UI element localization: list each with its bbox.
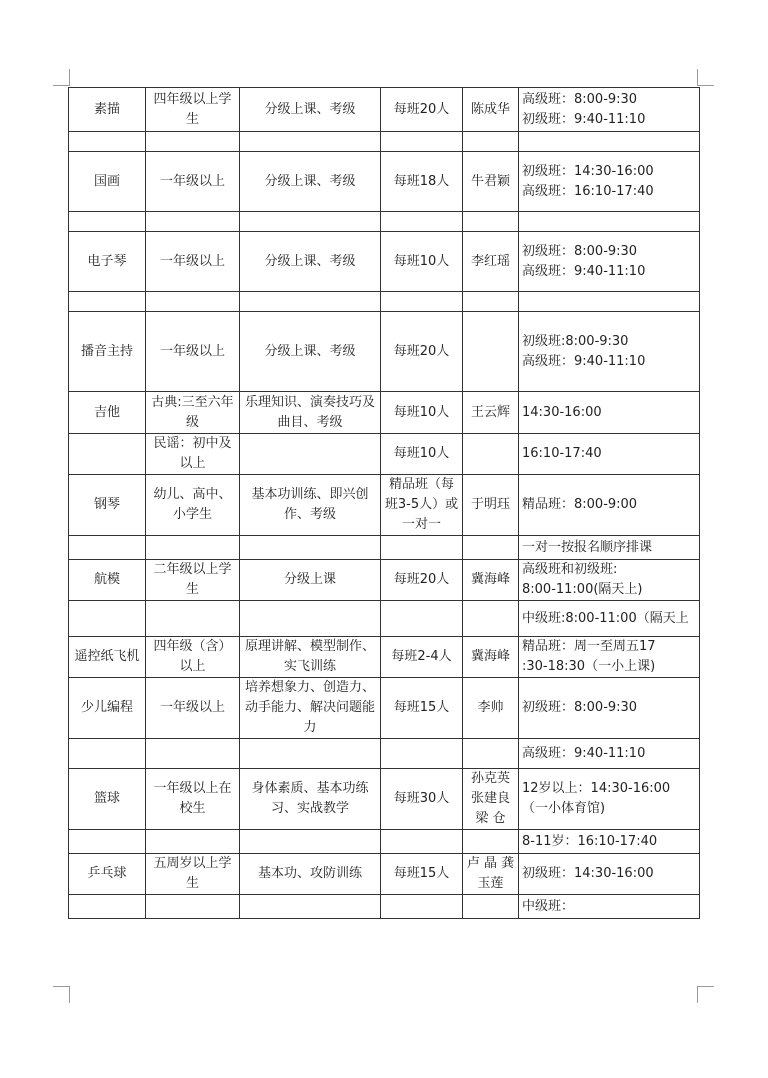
- schedule-cell: [519, 739, 700, 769]
- grade-cell: [146, 601, 240, 637]
- schedule-line: 12岁以上：14:30-16:00: [522, 781, 671, 796]
- content-cell: [240, 536, 381, 560]
- content-cell: [240, 132, 381, 152]
- teacher-cell: [463, 601, 519, 637]
- schedule-line: 一对一按报名顺序排课: [522, 539, 653, 555]
- content-cell: 培养想象力、创造力、动手能力、解决问题能力: [240, 678, 381, 739]
- schedule-cell: [519, 152, 700, 212]
- teacher-cell: 牛君颖: [463, 152, 519, 212]
- content-cell: [240, 895, 381, 919]
- course-name-cell: 播音主持: [69, 312, 146, 392]
- teacher-cell: [463, 536, 519, 560]
- grade-cell: [146, 536, 240, 560]
- grade-cell: 一年级以上: [146, 232, 240, 292]
- class-size-cell: [381, 212, 463, 232]
- schedule-cell: [519, 769, 700, 830]
- class-size-cell: 每班10人: [381, 434, 463, 475]
- course-name-cell: 钢琴: [69, 475, 146, 536]
- schedule-cell: [519, 475, 700, 536]
- table-row: [69, 895, 700, 919]
- class-size-cell: 每班30人: [381, 769, 463, 830]
- crop-mark-bottom-left: [53, 986, 70, 1003]
- grade-cell: [146, 292, 240, 312]
- content-cell: 基本功训练、即兴创作、考级: [240, 475, 381, 536]
- schedule-line: 8-11岁：16:10-17:40: [522, 833, 658, 849]
- schedule-cell: [519, 212, 700, 232]
- schedule-line: 高级班：9:40-11:10: [522, 745, 646, 761]
- table-row: [69, 132, 700, 152]
- teacher-cell: 李帅: [463, 678, 519, 739]
- class-size-cell: 每班15人: [381, 678, 463, 739]
- course-name-cell: [69, 739, 146, 769]
- class-size-cell: [381, 132, 463, 152]
- schedule-cell: [519, 88, 700, 132]
- table-row: [69, 312, 700, 392]
- schedule-line: 14:30-16:00: [522, 404, 602, 420]
- content-cell: [240, 830, 381, 854]
- table-row: [69, 678, 700, 739]
- table-row: [69, 88, 700, 132]
- teacher-cell: 冀海峰: [463, 637, 519, 678]
- course-name-cell: [69, 601, 146, 637]
- grade-cell: [146, 212, 240, 232]
- schedule-cell: [519, 830, 700, 854]
- teacher-cell: [463, 312, 519, 392]
- class-size-cell: [381, 601, 463, 637]
- course-name-cell: 素描: [69, 88, 146, 132]
- schedule-line: 初级班：14:30-16:00: [522, 866, 654, 881]
- course-name-cell: 吉他: [69, 392, 146, 434]
- schedule-cell: [519, 292, 700, 312]
- content-cell: 原理讲解、模型制作、实飞训练: [240, 637, 381, 678]
- schedule-line: 初级班：9:40-11:10: [522, 111, 646, 127]
- teacher-cell: 王云辉: [463, 392, 519, 434]
- crop-mark-top-right: [697, 69, 714, 86]
- teacher-cell: 于明珏: [463, 475, 519, 536]
- course-name-cell: 少儿编程: [69, 678, 146, 739]
- table-row: [69, 854, 700, 895]
- content-cell: 分级上课、考级: [240, 88, 381, 132]
- schedule-line: 高级班：16:10-17:40: [522, 183, 654, 199]
- schedule-line: :30-18:30（一小上课): [522, 659, 656, 674]
- schedule-line: 高级班和初级班:: [522, 562, 618, 577]
- content-cell: 基本功、攻防训练: [240, 854, 381, 895]
- grade-cell: [146, 830, 240, 854]
- grade-cell: 一年级以上: [146, 152, 240, 212]
- schedule-line: （一小体育馆): [522, 801, 606, 816]
- course-name-cell: 国画: [69, 152, 146, 212]
- course-name-cell: [69, 830, 146, 854]
- teacher-cell: [463, 434, 519, 475]
- class-size-cell: [381, 830, 463, 854]
- class-size-cell: 每班18人: [381, 152, 463, 212]
- course-schedule-table: [68, 87, 700, 919]
- course-name-cell: 乒乓球: [69, 854, 146, 895]
- table-row: [69, 152, 700, 212]
- teacher-cell: [463, 739, 519, 769]
- class-size-cell: [381, 536, 463, 560]
- schedule-cell: [519, 678, 700, 739]
- schedule-line: 初级班：8:00-9:30: [522, 243, 638, 259]
- schedule-cell: [519, 637, 700, 678]
- grade-cell: 幼儿、高中、小学生: [146, 475, 240, 536]
- teacher-cell: 李红瑶: [463, 232, 519, 292]
- class-size-cell: 每班15人: [381, 854, 463, 895]
- schedule-cell: [519, 434, 700, 475]
- teacher-cell: 卢 晶 龚玉莲: [463, 854, 519, 895]
- course-name-cell: [69, 132, 146, 152]
- grade-cell: [146, 132, 240, 152]
- table-row: [69, 434, 700, 475]
- schedule-line: 初级班:8:00-9:30: [522, 333, 629, 349]
- content-cell: [240, 434, 381, 475]
- course-name-cell: 篮球: [69, 769, 146, 830]
- grade-cell: 一年级以上: [146, 678, 240, 739]
- schedule-line: 中级班:8:00-11:00（隔天上: [522, 610, 689, 626]
- grade-cell: [146, 739, 240, 769]
- grade-cell: 古典:三至六年级: [146, 392, 240, 434]
- class-size-cell: 每班20人: [381, 312, 463, 392]
- teacher-cell: [463, 292, 519, 312]
- course-name-cell: [69, 895, 146, 919]
- content-cell: 分级上课: [240, 560, 381, 601]
- content-cell: [240, 739, 381, 769]
- class-size-cell: 精品班（每班3-5人）或一对一: [381, 475, 463, 536]
- table-row: [69, 637, 700, 678]
- schedule-line: 初级班：8:00-9:30: [522, 700, 638, 715]
- class-size-cell: 每班10人: [381, 232, 463, 292]
- crop-mark-top-left: [53, 69, 70, 86]
- course-name-cell: 遥控纸飞机: [69, 637, 146, 678]
- content-cell: [240, 601, 381, 637]
- grade-cell: 二年级以上学生: [146, 560, 240, 601]
- schedule-line: 中级班：: [522, 898, 575, 914]
- schedule-cell: [519, 601, 700, 637]
- grade-cell: 五周岁以上学生: [146, 854, 240, 895]
- content-cell: 乐理知识、演奏技巧及曲目、考级: [240, 392, 381, 434]
- course-name-cell: [69, 292, 146, 312]
- schedule-line: 精品班：8:00-9:00: [522, 497, 638, 512]
- crop-mark-bottom-right: [697, 986, 714, 1003]
- schedule-cell: [519, 132, 700, 152]
- table-row: [69, 392, 700, 434]
- content-cell: 分级上课、考级: [240, 152, 381, 212]
- table-row: [69, 769, 700, 830]
- course-name-cell: [69, 536, 146, 560]
- schedule-cell: [519, 560, 700, 601]
- table-row: [69, 475, 700, 536]
- content-cell: [240, 292, 381, 312]
- teacher-cell: 陈成华: [463, 88, 519, 132]
- schedule-cell: [519, 232, 700, 292]
- schedule-line: 16:10-17:40: [522, 446, 602, 461]
- schedule-line: 高级班：8:00-9:30: [522, 91, 638, 107]
- course-name-cell: 航模: [69, 560, 146, 601]
- class-size-cell: [381, 292, 463, 312]
- grade-cell: 四年级以上学生: [146, 88, 240, 132]
- course-name-cell: 电子琴: [69, 232, 146, 292]
- course-name-cell: [69, 434, 146, 475]
- schedule-cell: [519, 312, 700, 392]
- table-row: [69, 830, 700, 854]
- table-row: [69, 232, 700, 292]
- content-cell: 身体素质、基本功练习、实战教学: [240, 769, 381, 830]
- class-size-cell: [381, 739, 463, 769]
- class-size-cell: 每班2-4人: [381, 637, 463, 678]
- grade-cell: [146, 895, 240, 919]
- teacher-cell: [463, 212, 519, 232]
- grade-cell: 一年级以上: [146, 312, 240, 392]
- schedule-cell: [519, 392, 700, 434]
- teacher-cell: [463, 830, 519, 854]
- grade-cell: 四年级（含）以上: [146, 637, 240, 678]
- table-row: [69, 212, 700, 232]
- teacher-cell: 冀海峰: [463, 560, 519, 601]
- schedule-line: 高级班：9:40-11:10: [522, 353, 646, 369]
- content-cell: 分级上课、考级: [240, 312, 381, 392]
- teacher-cell: [463, 895, 519, 919]
- schedule-cell: [519, 895, 700, 919]
- table-row: [69, 601, 700, 637]
- schedule-line: 8:00-11:00(隔天上): [522, 582, 643, 597]
- class-size-cell: 每班20人: [381, 88, 463, 132]
- content-cell: [240, 212, 381, 232]
- table-row: [69, 560, 700, 601]
- content-cell: 分级上课、考级: [240, 232, 381, 292]
- table-row: [69, 292, 700, 312]
- grade-cell: 一年级以上在校生: [146, 769, 240, 830]
- class-size-cell: [381, 895, 463, 919]
- schedule-cell: [519, 854, 700, 895]
- schedule-cell: [519, 536, 700, 560]
- course-name-cell: [69, 212, 146, 232]
- teacher-cell: [463, 132, 519, 152]
- schedule-line: 初级班：14:30-16:00: [522, 163, 654, 179]
- schedule-line: 精品班：周一至周五17: [522, 639, 656, 654]
- class-size-cell: 每班20人: [381, 560, 463, 601]
- teacher-cell: 孙克英 张建良 梁 仓: [463, 769, 519, 830]
- class-size-cell: 每班10人: [381, 392, 463, 434]
- schedule-line: 高级班：9:40-11:10: [522, 263, 646, 279]
- grade-cell: 民谣：初中及以上: [146, 434, 240, 475]
- table-row: [69, 739, 700, 769]
- table-row: [69, 536, 700, 560]
